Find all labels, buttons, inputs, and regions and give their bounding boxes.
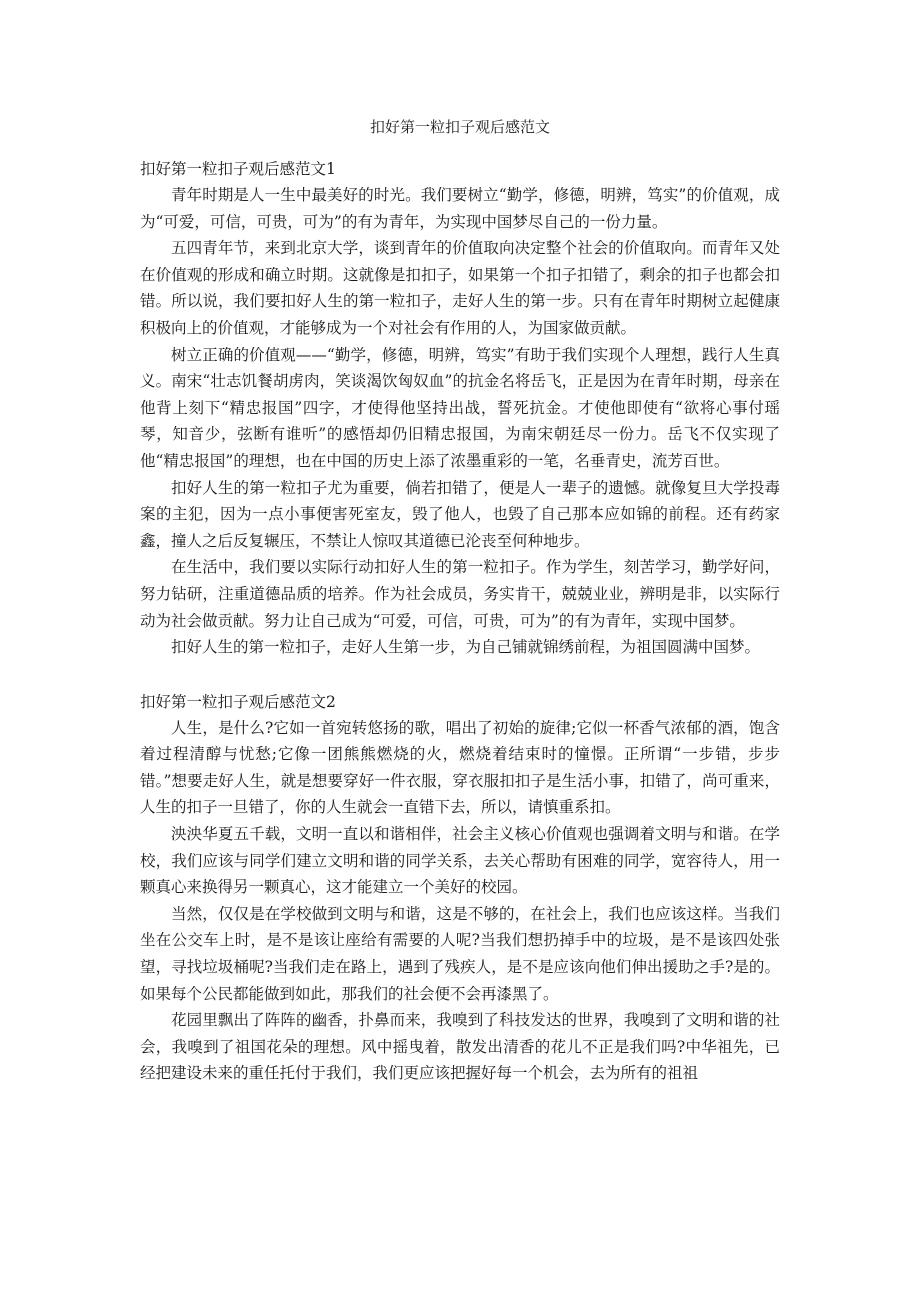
- section-divider: [140, 661, 780, 689]
- document-body: [140, 156, 780, 1087]
- paragraph: 当然，仅仅是在学校做到文明与和谐，这是不够的，在社会上，我们也应该这样。当我们坐在公交车上时，是不是该让座给有需要的人呢?当我们想扔掉手中的垃圾，是不是该四处张望，寻找垃圾桶呢?当我们走在路上，遇到了残疾人，是不是应该向他们伸出援助之手?是的。如果每个公民都能做到如此，那我们的社会便不会再漆黑了。: [140, 904, 780, 1003]
- document-title: 扣好第一粒扣子观后感范文: [369, 118, 550, 136]
- paragraph: 五四青年节，来到北京大学，谈到青年的价值取向决定整个社会的价值取向。而青年又处在价值观的形成和确立时期。这就像是扣扣子，如果第一个扣子扣错了，剩余的扣子也都会扣错。所以说，我们要扣好人生的第一粒扣子，走好人生的第一步。只有在青年时期树立起健康积极向上的价值观，才能够成为一个对社会有作用的人，为国家做贡献。: [140, 239, 780, 337]
- paragraph: 扣好人生的第一粒扣子尤为重要，倘若扣错了，便是人一辈子的遗憾。就像复旦大学投毒案的主犯，因为一点小事便害死室友，毁了他人，也毁了自己那本应如锦的前程。还有药家鑫，撞人之后反复辗压，不禁让人惊叹其道德已沦丧至何种地步。: [140, 478, 780, 550]
- paragraph: 树立正确的价值观——“勤学，修德，明辨，笃实”有助于我们实现个人理想，践行人生真义。南宋“壮志饥餐胡虏肉，笑谈渴饮匈奴血”的抗金名将岳飞，正是因为在青年时期，母亲在他背上刻下“精忠报国”四字，才使得他坚持出战，誓死抗金。才使他即使有“欲将心事付瑶琴，知音少，弦断有谁听”的感悟却仍旧精忠报国，为南宋朝廷尽一份力。岳飞不仅实现了他“精忠报国”的理想，也在中国的历史上添了浓墨重彩的一笔，名垂青史，流芳百世。: [140, 345, 780, 470]
- section-heading: 扣好第一粒扣子观后感范文2: [140, 692, 336, 711]
- paragraph: 泱泱华夏五千载，文明一直以和谐相伴，社会主义核心价值观也强调着文明与和谐。在学校，我们应该与同学们建立文明和谐的同学关系，去关心帮助有困难的同学，宽容待人，用一颗真心来换得另一颗真心，这才能建立一个美好的校园。: [140, 825, 780, 897]
- essay-section-1: [140, 156, 780, 661]
- section-heading: 扣好第一粒扣子观后感范文1: [140, 160, 336, 178]
- paragraph: 青年时期是人一生中最美好的时光。我们要树立“勤学，修德，明辨，笃实”的价值观，成为“可爱，可信，可贵，可为”的有为青年，为实现中国梦尽自己的一份力量。: [140, 186, 780, 231]
- paragraph: 人生，是什么?它如一首宛转悠扬的歌，唱出了初始的旋律;它似一杯香气浓郁的酒，饱含着过程清醇与忧愁;它像一团熊熊燃烧的火，燃烧着结束时的憧憬。正所谓“一步错，步步错。”想要走好人生，就是想要穿好一件衣服，穿衣服扣扣子是生活小事，扣错了，尚可重来，人生的扣子一旦错了，你的人生就会一直错下去，所以，请慎重系扣。: [140, 718, 780, 817]
- paragraph: 在生活中，我们要以实际行动扣好人生的第一粒扣子。作为学生，刻苦学习，勤学好问，努力钻研，注重道德品质的培养。作为社会成员，务实肯干，兢兢业业，辨明是非，以实际行动为社会做贡献。努力让自己成为“可爱，可信，可贵，可为”的有为青年，实现中国梦。: [140, 558, 780, 630]
- essay-section-2: [140, 689, 780, 1087]
- paragraph: 扣好人生的第一粒扣子，走好人生第一步，为自己铺就锦绣前程，为祖国圆满中国梦。: [171, 638, 761, 657]
- paragraph: 花园里飘出了阵阵的幽香，扑鼻而来，我嗅到了科技发达的世界，我嗅到了文明和谐的社会，我嗅到了祖国花朵的理想。风中摇曳着，散发出清香的花儿不正是我们吗?中华祖先，已经把建设未来的重任托付于我们，我们更应该把握好每一个机会，去为所有的祖祖: [140, 1011, 780, 1083]
